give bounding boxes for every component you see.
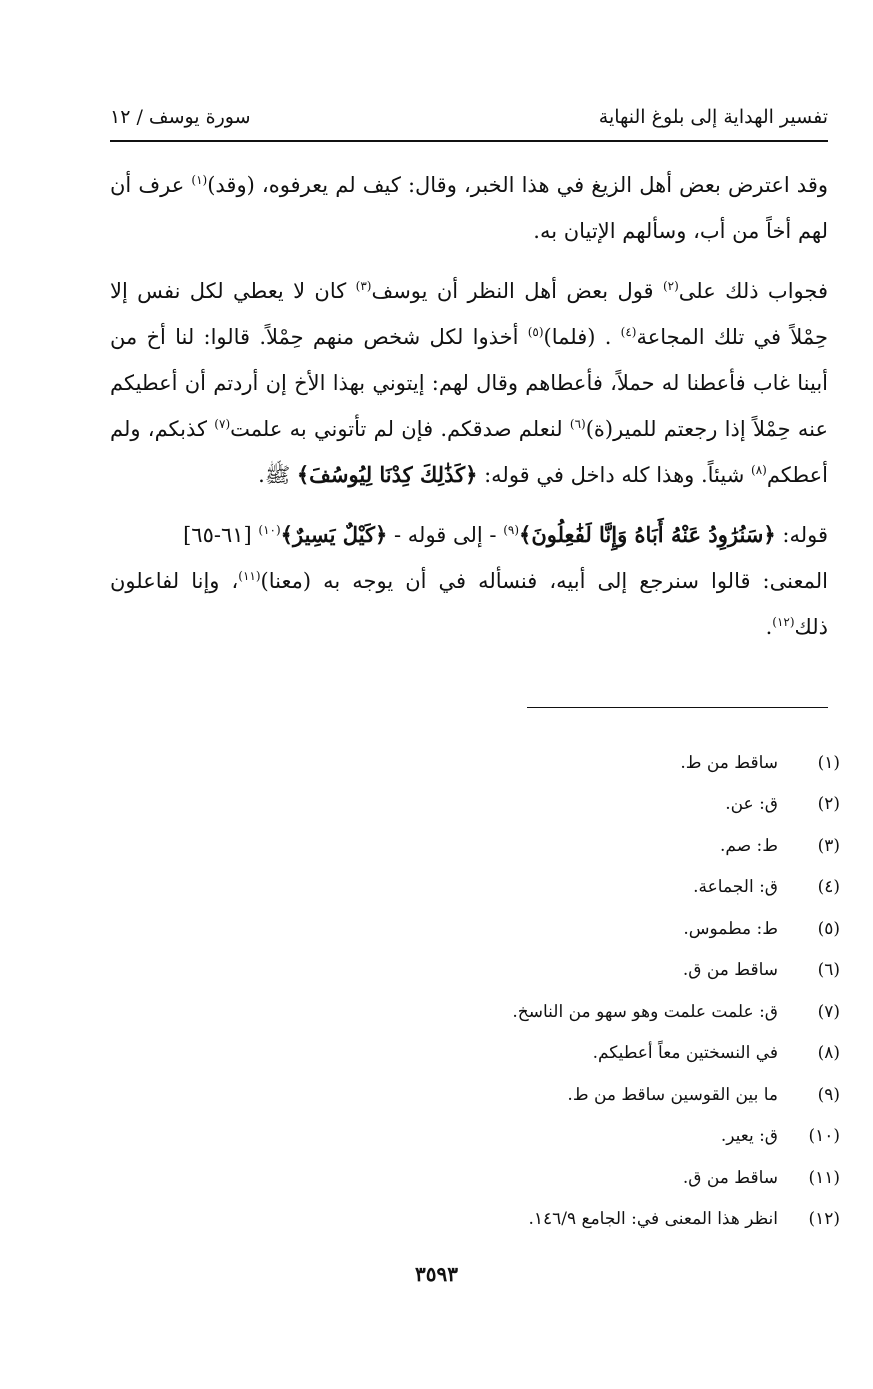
footnote-item bbox=[110, 1033, 840, 1075]
footnote-text: ق: الجماعة. bbox=[693, 877, 778, 898]
footnote-number: (٦) bbox=[817, 960, 840, 981]
footnote-separator bbox=[527, 707, 828, 708]
footnote-ref: (٢) bbox=[662, 279, 679, 293]
footnote-number: (١١) bbox=[808, 1167, 840, 1188]
footnote-item bbox=[110, 1199, 840, 1241]
footnote-item bbox=[110, 1116, 840, 1158]
running-header bbox=[110, 100, 828, 142]
text-run: قوله: bbox=[775, 523, 828, 547]
footnote-item bbox=[110, 825, 840, 867]
footnote-text: ما بين القوسين ساقط من ط. bbox=[567, 1084, 778, 1105]
text-run: كذبكم، ولم أعطكم bbox=[110, 417, 828, 487]
footnote-text: ساقط من ق. bbox=[682, 1167, 778, 1188]
text-run: ﷺ. bbox=[258, 463, 297, 487]
text-run: . bbox=[765, 615, 773, 639]
page-number: ٣٥٩٣ bbox=[415, 1262, 458, 1286]
text-run: عرف أن لهم أخاً من أب، وسألهم الإتيان به. bbox=[110, 173, 828, 243]
footnote-ref: (١) bbox=[191, 173, 208, 187]
text-run: وقد اعترض بعض أهل الزيغ في هذا الخبر، وقال: كيف لم يعرفوه، (وقد) bbox=[207, 173, 829, 197]
paragraph-4 bbox=[110, 558, 828, 650]
footnote-item bbox=[110, 991, 840, 1033]
footnote-item bbox=[110, 950, 840, 992]
footnote-text: انظر هذا المعنى في: الجامع ١٤٦/٩. bbox=[528, 1209, 778, 1230]
footnote-number: (١) bbox=[817, 752, 840, 773]
footnote-text: في النسختين معاً أعطيكم. bbox=[592, 1043, 778, 1064]
paragraph-1 bbox=[110, 162, 828, 254]
footnote-ref: (٧) bbox=[214, 417, 231, 431]
footnote-text: ق: عن. bbox=[725, 794, 778, 815]
text-run: المعنى: قالوا سنرجع إلى أبيه، فنسأله في أن يوجه به (معنا) bbox=[260, 569, 828, 593]
footnote-ref: (٤) bbox=[620, 325, 637, 339]
paragraph-2 bbox=[110, 268, 828, 498]
footnote-item bbox=[110, 1157, 840, 1199]
text-run: كان لا يعطي لكل نفس إلا حِمْلاً في تلك المجاعة bbox=[110, 279, 828, 349]
quran-quote: ﴿كَيْلٌ يَسِيرٌ﴾ bbox=[280, 522, 388, 547]
book-title: تفسير الهداية إلى بلوغ النهاية bbox=[598, 106, 828, 128]
footnote-item bbox=[110, 1074, 840, 1116]
surah-reference: سورة يوسف / ١٢ bbox=[110, 106, 251, 128]
text-run: - إلى قوله - bbox=[387, 523, 504, 547]
footnote-number: (١٠) bbox=[808, 1126, 840, 1147]
footnote-number: (١٢) bbox=[808, 1209, 840, 1230]
footnote-ref: (٥) bbox=[527, 325, 544, 339]
footnote-number: (٥) bbox=[817, 918, 840, 939]
footnote-item bbox=[110, 742, 840, 784]
footnote-ref: (١٠) bbox=[258, 523, 281, 537]
footnote-ref: (٩) bbox=[503, 523, 520, 537]
footnote-ref: (١١) bbox=[238, 569, 261, 583]
footnote-text: ساقط من ط. bbox=[680, 752, 778, 773]
footnote-text: ساقط من ق. bbox=[682, 960, 778, 981]
footnote-number: (٢) bbox=[817, 794, 840, 815]
main-text bbox=[110, 162, 828, 650]
footnote-item bbox=[110, 784, 840, 826]
footnote-text: ط: صم. bbox=[719, 835, 778, 856]
paragraph-3 bbox=[110, 512, 828, 558]
footnote-number: (٨) bbox=[817, 1043, 840, 1064]
footnote-ref: (١٢) bbox=[772, 615, 795, 629]
text-run: أخذوا لكل شخص منهم حِمْلاً. قالوا: لنا أخ من أبينا غاب فأعطنا له حملاً، فأعطاهم وقال لهم: إيتوني بهذا الأخ إن أردتم أن أعطيكم عنه حِمْلاً إذا رجعتم للمير(ة) bbox=[110, 325, 829, 441]
text-run: . (فلما) bbox=[543, 325, 621, 349]
footnote-text: ق: يعير. bbox=[720, 1126, 778, 1147]
text-run: فجواب ذلك على bbox=[678, 279, 828, 303]
text-run: لنعلم صدقكم. فإن لم تأتوني به علمت bbox=[230, 417, 570, 441]
text-run: ، وإنا لفاعلون ذلك bbox=[110, 569, 828, 639]
footnote-ref: (٣) bbox=[355, 279, 372, 293]
footnote-number: (٩) bbox=[817, 1084, 840, 1105]
footnote-item bbox=[110, 908, 840, 950]
footnote-ref: (٦) bbox=[569, 417, 586, 431]
footnote-text: ق: علمت علمت وهو سهو من الناسخ. bbox=[512, 1001, 778, 1022]
quran-quote: ﴿سَنُرَٰوِدُ عَنْهُ أَبَاهُ وَإِنَّا لَفَٰعِلُونَ﴾ bbox=[519, 522, 776, 547]
text-run: قول بعض أهل النظر أن يوسف bbox=[371, 279, 663, 303]
footnote-number: (٣) bbox=[817, 835, 840, 856]
footnote-number: (٤) bbox=[817, 877, 840, 898]
verse-range: [٦١-٦٥] bbox=[183, 523, 259, 547]
footnote-item bbox=[110, 867, 840, 909]
footnote-number: (٧) bbox=[817, 1001, 840, 1022]
footnote-ref: (٨) bbox=[751, 463, 767, 477]
text-run: شيئاً. وهذا كله داخل في قوله: bbox=[477, 463, 751, 487]
footnotes-list bbox=[110, 742, 840, 1240]
footnote-text: ط: مطموس. bbox=[683, 918, 778, 939]
quran-quote: ﴿كَذَٰلِكَ كِدْنَا لِيُوسُفَ﴾ bbox=[296, 462, 478, 487]
